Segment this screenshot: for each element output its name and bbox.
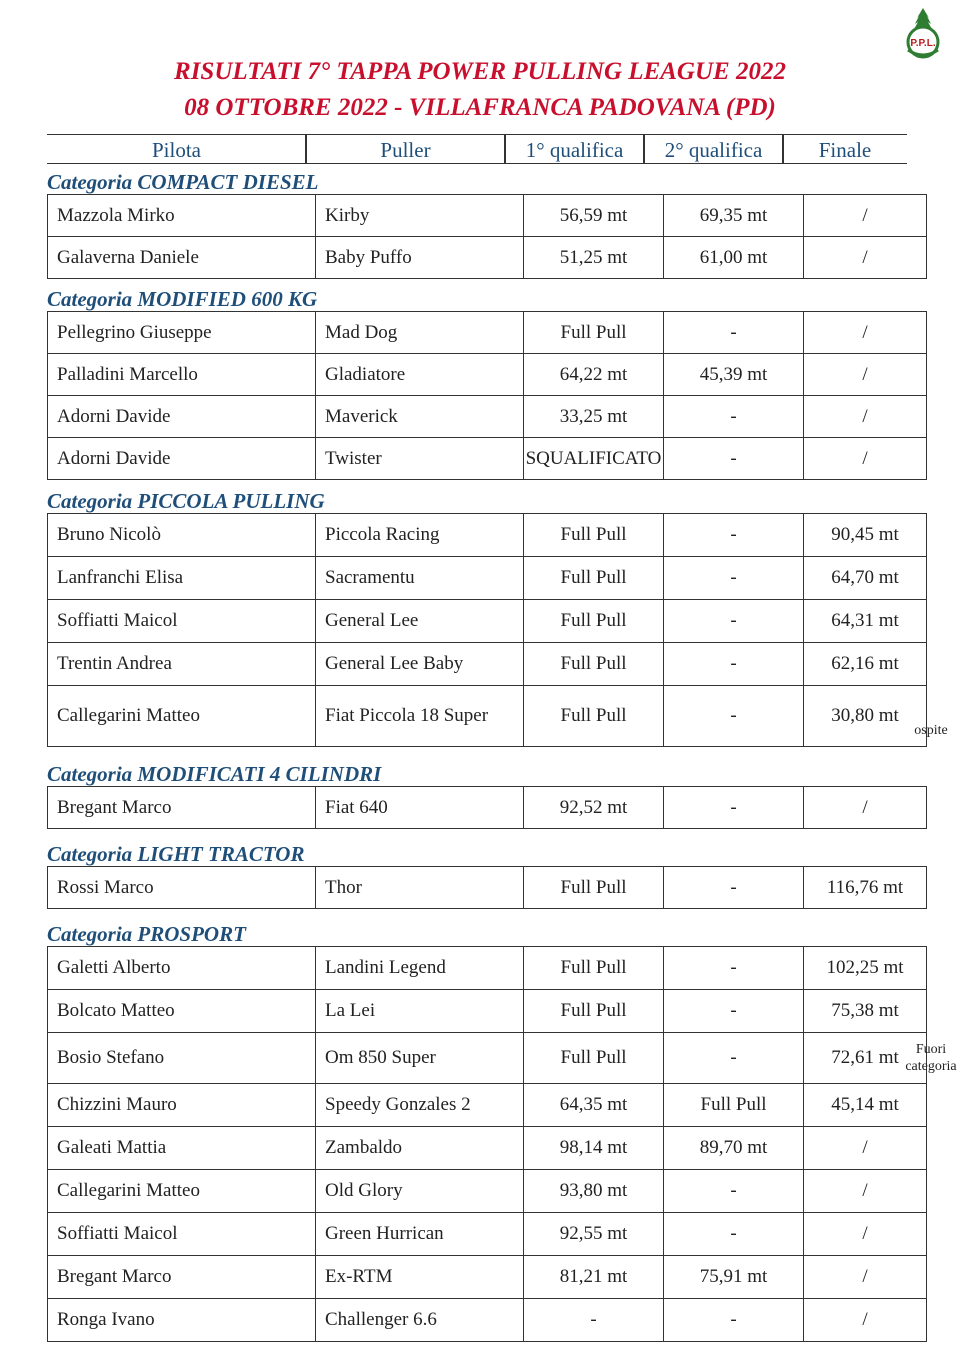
qualifica-1-cell: 81,21 mt bbox=[524, 1256, 664, 1299]
finale-cell: 90,45 mt bbox=[804, 514, 927, 557]
page-subtitle: 08 OTTOBRE 2022 - VILLAFRANCA PADOVANA (PD) bbox=[184, 94, 776, 121]
qualifica-1-cell: SQUALIFICATO bbox=[524, 438, 664, 480]
puller-cell: General Lee bbox=[316, 600, 524, 643]
table-row bbox=[48, 1033, 927, 1084]
pilota-cell: Adorni Davide bbox=[48, 396, 316, 438]
category-label: Categoria PICCOLA PULLING bbox=[47, 489, 325, 513]
puller-cell: Baby Puffo bbox=[316, 237, 524, 279]
pilota-cell: Galetti Alberto bbox=[48, 947, 316, 990]
puller-cell: Green Hurrican bbox=[316, 1213, 524, 1256]
table-row bbox=[48, 312, 927, 354]
qualifica-1-cell: 51,25 mt bbox=[524, 237, 664, 279]
qualifica-2-cell: - bbox=[664, 1170, 804, 1213]
finale-cell: 64,70 mt bbox=[804, 557, 927, 600]
finale-cell: / bbox=[804, 1213, 927, 1256]
results-table bbox=[47, 513, 927, 747]
table-row bbox=[48, 600, 927, 643]
finale-cell: 45,14 mt bbox=[804, 1084, 927, 1127]
finale-cell: / bbox=[804, 1127, 927, 1170]
pilota-cell: Trentin Andrea bbox=[48, 643, 316, 686]
puller-cell: Fiat 640 bbox=[316, 787, 524, 829]
finale-cell: 72,61 mt bbox=[804, 1033, 927, 1084]
qualifica-1-cell: 92,52 mt bbox=[524, 787, 664, 829]
qualifica-1-cell: Full Pull bbox=[524, 600, 664, 643]
results-table bbox=[47, 946, 927, 1342]
qualifica-1-cell: Full Pull bbox=[524, 947, 664, 990]
qualifica-2-cell: - bbox=[664, 514, 804, 557]
qualifica-2-cell: - bbox=[664, 1213, 804, 1256]
qualifica-2-cell: 69,35 mt bbox=[664, 195, 804, 237]
pilota-cell: Rossi Marco bbox=[48, 867, 316, 909]
category-label: Categoria COMPACT DIESEL bbox=[47, 170, 319, 194]
pilota-cell: Lanfranchi Elisa bbox=[48, 557, 316, 600]
qualifica-2-cell: 45,39 mt bbox=[664, 354, 804, 396]
category-label: Categoria MODIFICATI 4 CILINDRI bbox=[47, 762, 382, 786]
qualifica-2-cell: - bbox=[664, 787, 804, 829]
pilota-cell: Galaverna Daniele bbox=[48, 237, 316, 279]
results-table bbox=[47, 786, 927, 829]
pilota-cell: Pellegrino Giuseppe bbox=[48, 312, 316, 354]
puller-cell: Sacramentu bbox=[316, 557, 524, 600]
results-table bbox=[47, 866, 927, 909]
finale-cell: / bbox=[804, 1299, 927, 1342]
puller-cell: Speedy Gonzales 2 bbox=[316, 1084, 524, 1127]
pilota-cell: Palladini Marcello bbox=[48, 354, 316, 396]
qualifica-2-cell: - bbox=[664, 686, 804, 747]
qualifica-1-cell: Full Pull bbox=[524, 1033, 664, 1084]
qualifica-2-cell: - bbox=[664, 312, 804, 354]
qualifica-1-cell: 33,25 mt bbox=[524, 396, 664, 438]
table-row bbox=[48, 354, 927, 396]
qualifica-1-cell: Full Pull bbox=[524, 643, 664, 686]
note-fuori-categoria bbox=[901, 1041, 960, 1075]
finale-cell: / bbox=[804, 312, 927, 354]
header-finale: Finale bbox=[818, 138, 872, 162]
qualifica-2-cell: - bbox=[664, 396, 804, 438]
table-row bbox=[48, 643, 927, 686]
category-label: Categoria LIGHT TRACTOR bbox=[47, 842, 305, 866]
finale-cell: / bbox=[804, 354, 927, 396]
table-row bbox=[48, 237, 927, 279]
finale-cell: / bbox=[804, 195, 927, 237]
table-row bbox=[48, 867, 927, 909]
puller-cell: Zambaldo bbox=[316, 1127, 524, 1170]
finale-cell: / bbox=[804, 1170, 927, 1213]
finale-cell: 116,76 mt bbox=[804, 867, 927, 909]
puller-cell: Old Glory bbox=[316, 1170, 524, 1213]
pilota-cell: Bolcato Matteo bbox=[48, 990, 316, 1033]
results-table bbox=[47, 194, 927, 279]
qualifica-2-cell: - bbox=[664, 867, 804, 909]
table-row bbox=[48, 787, 927, 829]
table-row bbox=[48, 438, 927, 480]
finale-cell: 75,38 mt bbox=[804, 990, 927, 1033]
finale-cell: 64,31 mt bbox=[804, 600, 927, 643]
puller-cell: Kirby bbox=[316, 195, 524, 237]
header-pilota: Pilota bbox=[151, 138, 201, 162]
pilota-cell: Galeati Mattia bbox=[48, 1127, 316, 1170]
table-row bbox=[48, 514, 927, 557]
ppl-logo bbox=[898, 4, 948, 62]
qualifica-1-cell: 56,59 mt bbox=[524, 195, 664, 237]
note-ospite: ospite bbox=[914, 723, 948, 738]
header-qualifica-2: 2° qualifica bbox=[664, 138, 763, 162]
puller-cell: Mad Dog bbox=[316, 312, 524, 354]
qualifica-2-cell: 75,91 mt bbox=[664, 1256, 804, 1299]
pilota-cell: Bruno Nicolò bbox=[48, 514, 316, 557]
table-row bbox=[48, 195, 927, 237]
page-title: RISULTATI 7° TAPPA POWER PULLING LEAGUE 2022 bbox=[174, 58, 786, 85]
finale-cell: 102,25 mt bbox=[804, 947, 927, 990]
qualifica-1-cell: 98,14 mt bbox=[524, 1127, 664, 1170]
qualifica-2-cell: - bbox=[664, 990, 804, 1033]
qualifica-1-cell: Full Pull bbox=[524, 867, 664, 909]
puller-cell: Fiat Piccola 18 Super bbox=[316, 686, 524, 747]
header-qualifica-1: 1° qualifica bbox=[525, 138, 624, 162]
qualifica-1-cell: 93,80 mt bbox=[524, 1170, 664, 1213]
svg-text:P.P.L.: P.P.L. bbox=[910, 38, 936, 49]
table-row bbox=[48, 1127, 927, 1170]
puller-cell: Gladiatore bbox=[316, 354, 524, 396]
finale-cell: 62,16 mt bbox=[804, 643, 927, 686]
finale-cell: 30,80 mt bbox=[804, 686, 927, 747]
puller-cell: Thor bbox=[316, 867, 524, 909]
qualifica-1-cell: Full Pull bbox=[524, 686, 664, 747]
pilota-cell: Callegarini Matteo bbox=[48, 686, 316, 747]
qualifica-2-cell: - bbox=[664, 557, 804, 600]
pilota-cell: Adorni Davide bbox=[48, 438, 316, 480]
results-table bbox=[47, 311, 927, 480]
table-row bbox=[48, 1256, 927, 1299]
qualifica-1-cell: Full Pull bbox=[524, 990, 664, 1033]
puller-cell: Om 850 Super bbox=[316, 1033, 524, 1084]
qualifica-1-cell: Full Pull bbox=[524, 312, 664, 354]
qualifica-2-cell: - bbox=[664, 1033, 804, 1084]
qualifica-1-cell: 92,55 mt bbox=[524, 1213, 664, 1256]
finale-cell: / bbox=[804, 787, 927, 829]
puller-cell: La Lei bbox=[316, 990, 524, 1033]
finale-cell: / bbox=[804, 396, 927, 438]
qualifica-1-cell: 64,22 mt bbox=[524, 354, 664, 396]
pilota-cell: Callegarini Matteo bbox=[48, 1170, 316, 1213]
pilota-cell: Chizzini Mauro bbox=[48, 1084, 316, 1127]
pilota-cell: Mazzola Mirko bbox=[48, 195, 316, 237]
pilota-cell: Soffiatti Maicol bbox=[48, 1213, 316, 1256]
qualifica-2-cell: 89,70 mt bbox=[664, 1127, 804, 1170]
table-row bbox=[48, 396, 927, 438]
table-row bbox=[48, 1084, 927, 1127]
table-header bbox=[47, 134, 907, 164]
finale-cell: / bbox=[804, 438, 927, 480]
puller-cell: Piccola Racing bbox=[316, 514, 524, 557]
category-label: Categoria PROSPORT bbox=[47, 922, 246, 946]
puller-cell: Challenger 6.6 bbox=[316, 1299, 524, 1342]
puller-cell: Twister bbox=[316, 438, 524, 480]
note-fuori-line1: Fuori bbox=[915, 1042, 947, 1057]
header-puller: Puller bbox=[380, 138, 431, 162]
qualifica-2-cell: - bbox=[664, 1299, 804, 1342]
qualifica-1-cell: Full Pull bbox=[524, 514, 664, 557]
qualifica-1-cell: 64,35 mt bbox=[524, 1084, 664, 1127]
finale-cell: / bbox=[804, 237, 927, 279]
qualifica-2-cell: - bbox=[664, 643, 804, 686]
pilota-cell: Bregant Marco bbox=[48, 787, 316, 829]
qualifica-1-cell: Full Pull bbox=[524, 557, 664, 600]
table-row bbox=[48, 1299, 927, 1342]
puller-cell: Landini Legend bbox=[316, 947, 524, 990]
qualifica-2-cell: - bbox=[664, 947, 804, 990]
qualifica-1-cell: - bbox=[524, 1299, 664, 1342]
qualifica-2-cell: - bbox=[664, 600, 804, 643]
pilota-cell: Bregant Marco bbox=[48, 1256, 316, 1299]
table-row bbox=[48, 1213, 927, 1256]
table-row bbox=[48, 990, 927, 1033]
qualifica-2-cell: Full Pull bbox=[664, 1084, 804, 1127]
table-row bbox=[48, 686, 927, 747]
finale-cell: / bbox=[804, 1256, 927, 1299]
pilota-cell: Ronga Ivano bbox=[48, 1299, 316, 1342]
puller-cell: Ex-RTM bbox=[316, 1256, 524, 1299]
qualifica-2-cell: - bbox=[664, 438, 804, 480]
pilota-cell: Bosio Stefano bbox=[48, 1033, 316, 1084]
table-row bbox=[48, 947, 927, 990]
qualifica-2-cell: 61,00 mt bbox=[664, 237, 804, 279]
puller-cell: Maverick bbox=[316, 396, 524, 438]
puller-cell: General Lee Baby bbox=[316, 643, 524, 686]
pilota-cell: Soffiatti Maicol bbox=[48, 600, 316, 643]
table-row bbox=[48, 557, 927, 600]
note-fuori-line2: categoria bbox=[905, 1059, 957, 1074]
table-row bbox=[48, 1170, 927, 1213]
category-label: Categoria MODIFIED 600 KG bbox=[47, 287, 318, 311]
